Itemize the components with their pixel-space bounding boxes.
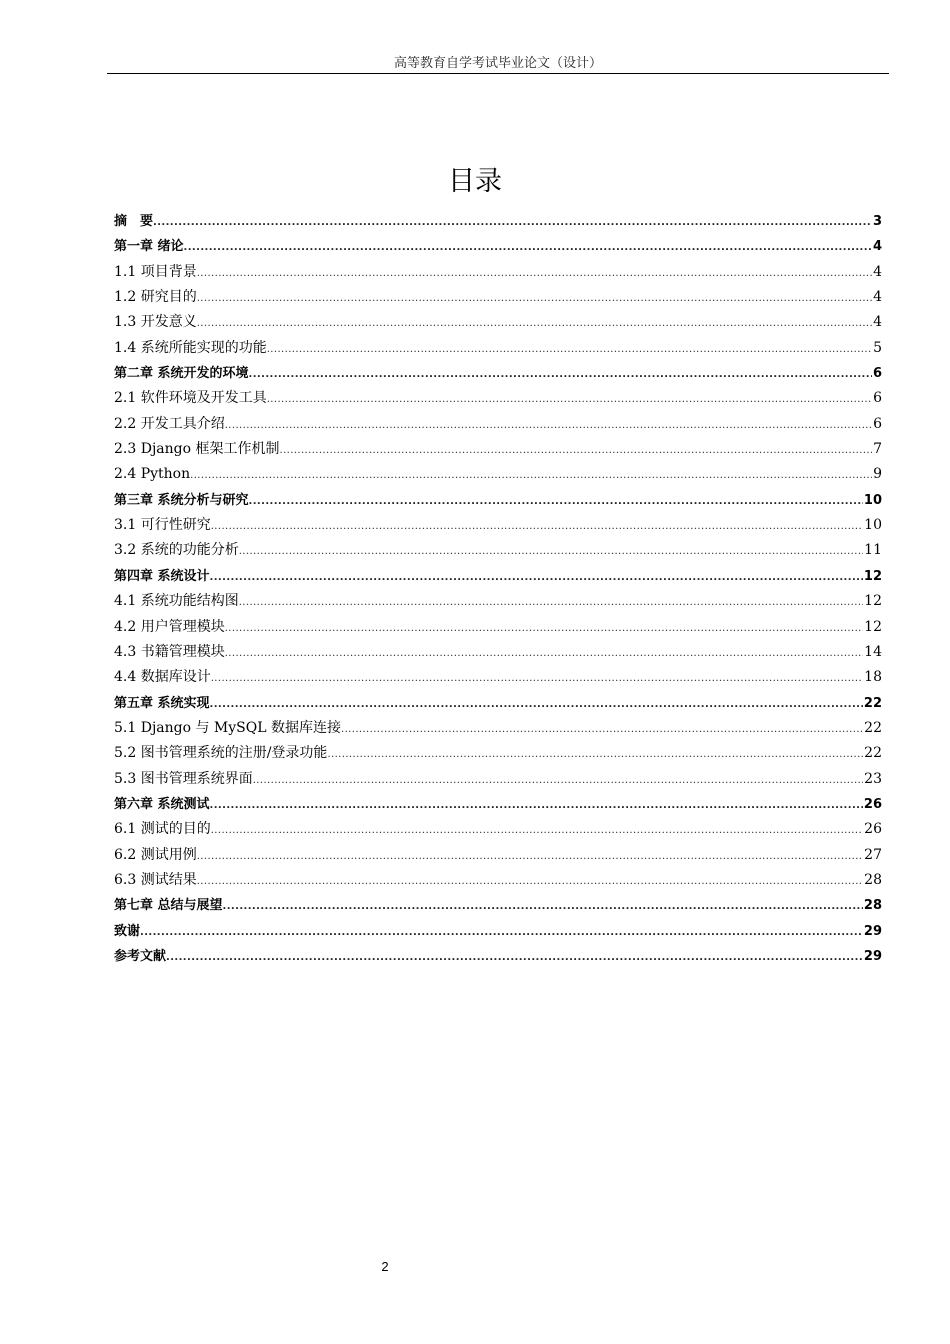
toc-dot-leader — [225, 616, 863, 640]
toc-entry-title: 参考文献 — [114, 948, 167, 964]
toc-chapter-entry[interactable] — [114, 564, 882, 589]
toc-entry-page-number: 23 — [864, 770, 882, 787]
toc-entry-page-number: 28 — [863, 898, 882, 914]
toc-entry-title: 6.2 测试用例 — [114, 846, 197, 863]
toc-entry-title: 5.2 图书管理系统的注册/登录功能 — [114, 745, 328, 762]
table-of-contents — [114, 209, 882, 969]
toc-entry-page-number: 9 — [873, 466, 882, 483]
toc-dot-leader — [210, 692, 863, 716]
toc-dot-leader — [223, 894, 863, 918]
toc-entry-title: 1.4 系统所能实现的功能 — [114, 339, 267, 356]
toc-section-entry[interactable] — [114, 462, 882, 487]
toc-dot-leader — [253, 768, 863, 792]
toc-chapter-entry[interactable] — [114, 234, 882, 259]
toc-dot-leader — [341, 717, 863, 741]
toc-entry-title: 6.1 测试的目的 — [114, 821, 211, 838]
toc-dot-leader — [197, 261, 872, 285]
toc-entry-title: 4.4 数据库设计 — [114, 669, 211, 686]
toc-entry-title: 第四章 系统设计 — [114, 568, 210, 584]
toc-entry-title: 4.3 书籍管理模块 — [114, 643, 225, 660]
toc-dot-leader — [166, 945, 863, 969]
toc-entry-title: 第六章 系统测试 — [114, 796, 210, 812]
toc-dot-leader — [184, 235, 872, 259]
toc-dot-leader — [267, 387, 872, 411]
toc-chapter-entry[interactable] — [114, 361, 882, 386]
toc-entry-title: 1.1 项目背景 — [114, 263, 197, 280]
toc-entry-page-number: 6 — [873, 415, 882, 432]
toc-entry-title: 3.1 可行性研究 — [114, 517, 211, 534]
toc-entry-page-number: 12 — [864, 618, 882, 635]
toc-section-entry[interactable] — [114, 412, 882, 437]
toc-entry-page-number: 11 — [864, 542, 882, 559]
toc-section-entry[interactable] — [114, 260, 882, 285]
toc-dot-leader — [267, 337, 872, 361]
toc-dot-leader — [197, 869, 863, 893]
toc-section-entry[interactable] — [114, 665, 882, 690]
toc-chapter-entry[interactable] — [114, 209, 882, 234]
toc-section-entry[interactable] — [114, 817, 882, 842]
toc-chapter-entry[interactable] — [114, 691, 882, 716]
toc-entry-title: 1.2 研究目的 — [114, 289, 197, 306]
toc-entry-page-number: 3 — [872, 214, 882, 229]
toc-chapter-entry[interactable] — [114, 944, 882, 969]
toc-dot-leader — [249, 362, 872, 386]
toc-dot-leader — [210, 793, 863, 817]
toc-entry-page-number: 6 — [873, 390, 882, 407]
toc-entry-title: 5.3 图书管理系统界面 — [114, 770, 253, 787]
toc-entry-title: 5.1 Django 与 MySQL 数据库连接 — [114, 719, 341, 736]
toc-entry-page-number: 4 — [872, 239, 882, 255]
toc-entry-page-number: 22 — [864, 719, 882, 736]
toc-entry-page-number: 4 — [873, 314, 882, 331]
toc-chapter-entry[interactable] — [114, 488, 882, 513]
toc-entry-page-number: 12 — [864, 593, 882, 610]
toc-dot-leader — [225, 641, 863, 665]
toc-entry-title: 4.1 系统功能结构图 — [114, 593, 239, 610]
toc-dot-leader — [239, 539, 863, 563]
toc-dot-leader — [197, 311, 872, 335]
toc-entry-page-number: 4 — [873, 263, 882, 280]
toc-entry-page-number: 5 — [873, 339, 882, 356]
toc-dot-leader — [210, 565, 863, 589]
toc-entry-page-number: 26 — [863, 796, 882, 812]
toc-dot-leader — [211, 666, 863, 690]
toc-dot-leader — [225, 413, 872, 437]
toc-section-entry[interactable] — [114, 336, 882, 361]
toc-dot-leader — [197, 844, 863, 868]
toc-section-entry[interactable] — [114, 843, 882, 868]
toc-section-entry[interactable] — [114, 285, 882, 310]
toc-section-entry[interactable] — [114, 767, 882, 792]
toc-entry-title: 2.1 软件环境及开发工具 — [114, 390, 267, 407]
toc-entry-page-number: 10 — [864, 517, 882, 534]
toc-dot-leader — [140, 920, 863, 944]
toc-entry-page-number: 14 — [864, 643, 882, 660]
toc-section-entry[interactable] — [114, 437, 882, 462]
page-number: 2 — [381, 1259, 389, 1274]
toc-dot-leader — [197, 286, 872, 310]
toc-entry-title: 6.3 测试结果 — [114, 871, 197, 888]
toc-dot-leader — [190, 463, 872, 487]
toc-dot-leader — [327, 742, 863, 766]
toc-section-entry[interactable] — [114, 589, 882, 614]
toc-dot-leader — [249, 489, 863, 513]
toc-entry-page-number: 26 — [864, 821, 882, 838]
toc-entry-title: 2.3 Django 框架工作机制 — [114, 441, 280, 458]
running-header: 高等教育自学考试毕业论文（设计） — [393, 56, 602, 71]
page-title: 目录 — [448, 166, 502, 197]
toc-section-entry[interactable] — [114, 716, 882, 741]
toc-entry-page-number: 6 — [872, 366, 882, 382]
toc-chapter-entry[interactable] — [114, 893, 882, 918]
toc-entry-title: 2.4 Python — [114, 466, 191, 483]
toc-entry-title: 摘 要 — [114, 214, 154, 229]
toc-chapter-entry[interactable] — [114, 919, 882, 944]
header-rule — [107, 73, 889, 74]
toc-entry-page-number: 27 — [864, 846, 882, 863]
toc-entry-title: 第一章 绪论 — [114, 239, 184, 255]
toc-section-entry[interactable] — [114, 868, 882, 893]
toc-entry-page-number: 4 — [873, 289, 882, 306]
toc-entry-title: 致谢 — [114, 923, 141, 939]
toc-entry-title: 2.2 开发工具介绍 — [114, 415, 225, 432]
toc-entry-page-number: 29 — [863, 948, 882, 964]
toc-section-entry[interactable] — [114, 741, 882, 766]
toc-entry-title: 3.2 系统的功能分析 — [114, 542, 239, 559]
toc-section-entry[interactable] — [114, 513, 882, 538]
toc-entry-page-number: 18 — [864, 669, 882, 686]
toc-entry-title: 第二章 系统开发的环境 — [114, 366, 249, 382]
toc-entry-title: 第三章 系统分析与研究 — [114, 492, 249, 508]
toc-entry-title: 第五章 系统实现 — [114, 695, 210, 711]
toc-dot-leader — [239, 590, 863, 614]
toc-dot-leader — [211, 818, 863, 842]
toc-entry-title: 1.3 开发意义 — [114, 314, 197, 331]
toc-entry-page-number: 7 — [873, 441, 882, 458]
toc-entry-page-number: 29 — [863, 923, 882, 939]
toc-section-entry[interactable] — [114, 538, 882, 563]
toc-entry-page-number: 28 — [864, 871, 882, 888]
toc-dot-leader — [211, 514, 863, 538]
toc-dot-leader — [153, 210, 872, 234]
toc-section-entry[interactable] — [114, 310, 882, 335]
toc-entry-page-number: 10 — [863, 492, 882, 508]
toc-entry-page-number: 22 — [863, 695, 882, 711]
toc-entry-title: 4.2 用户管理模块 — [114, 618, 225, 635]
toc-entry-page-number: 22 — [864, 745, 882, 762]
toc-dot-leader — [279, 438, 872, 462]
toc-section-entry[interactable] — [114, 386, 882, 411]
toc-entry-page-number: 12 — [863, 568, 882, 584]
toc-section-entry[interactable] — [114, 640, 882, 665]
toc-section-entry[interactable] — [114, 615, 882, 640]
toc-chapter-entry[interactable] — [114, 792, 882, 817]
toc-entry-title: 第七章 总结与展望 — [114, 898, 223, 914]
